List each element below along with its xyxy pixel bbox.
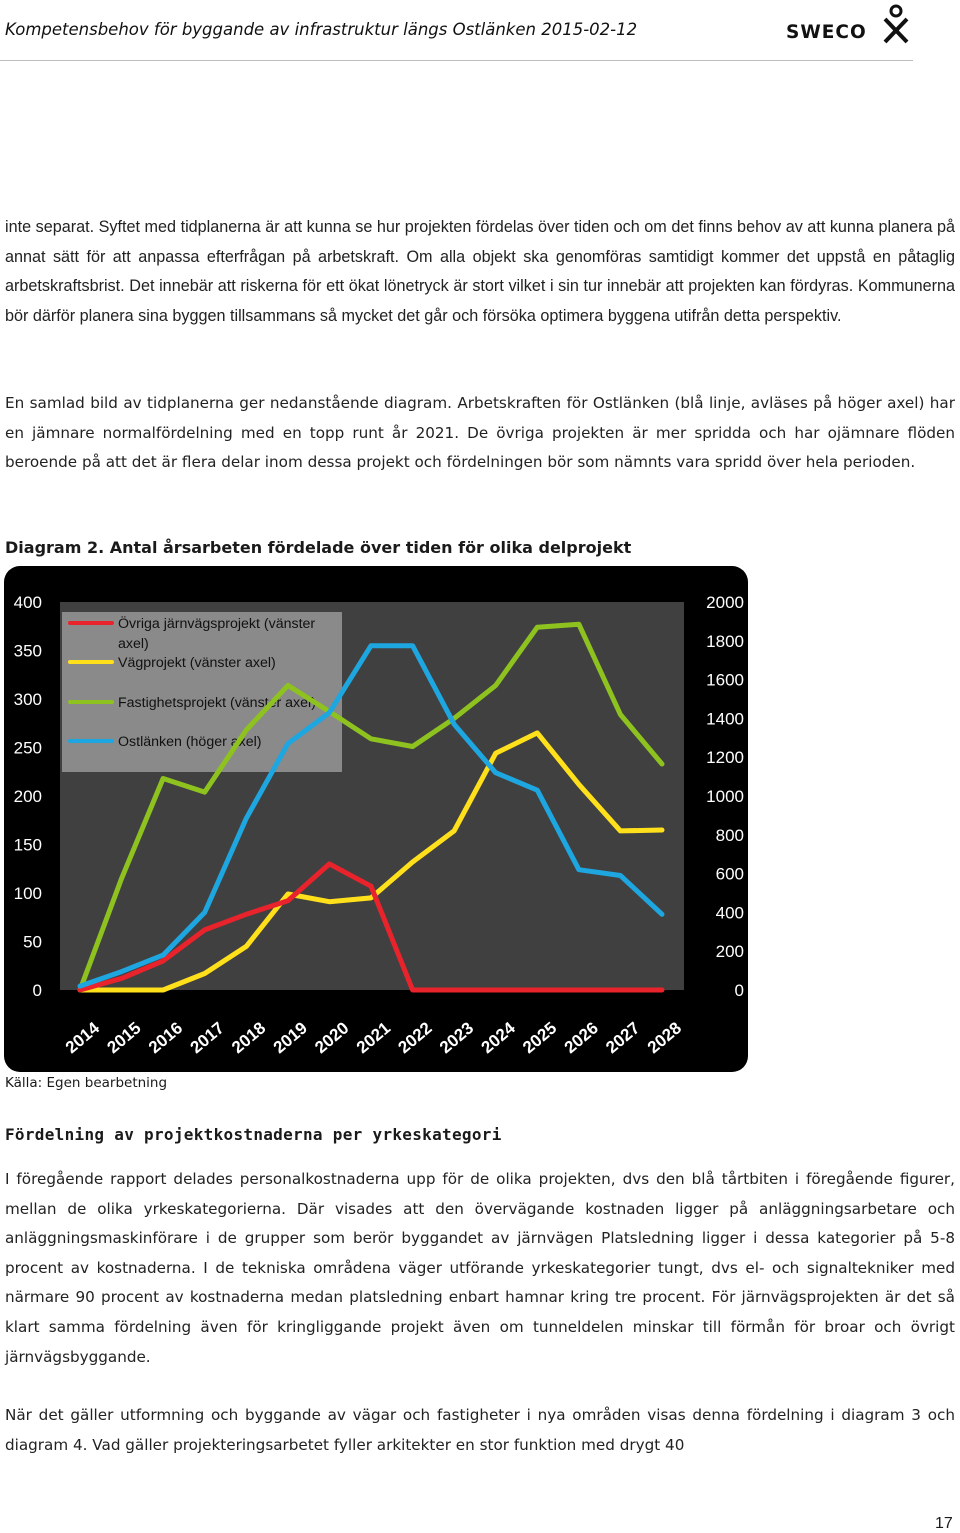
data-point [328,862,331,865]
x-tick-label: 2017 [186,1018,228,1058]
x-tick-label: 2019 [269,1018,311,1058]
data-point [245,729,248,732]
x-tick-label: 2023 [436,1018,478,1058]
data-point [411,860,414,863]
y-left-tick-label: 0 [32,981,42,1000]
data-point [286,684,289,687]
data-point [619,713,622,716]
data-point [203,928,206,931]
y-right-tick-label: 400 [715,903,744,923]
data-point [120,970,123,973]
data-point [370,896,373,899]
data-point [577,868,580,871]
data-point [245,913,248,916]
data-point [162,954,165,957]
y-left-tick-label: 50 [23,932,42,952]
header-divider [0,60,913,61]
body-paragraph-2: En samlad bild av tidplanerna ger nedanstående diagram. Arbetskraften för Ostlänken (blå linje, avläses på höger axel) har en jämnare normalfördelning med en topp runt år 2021. De övriga projekten är mer spridda och har ojämnare flöden beroende på att det är flera delar inom dessa projekt och fördelningen bör som nämnts vara spridd över hela perioden. [5,394,955,472]
sweco-logo [786,4,916,50]
data-point [536,989,539,992]
data-point [162,959,165,962]
x-tick-label: 2020 [311,1018,353,1058]
logo-text: SWECO [786,22,867,43]
x-tick-label: 2015 [103,1018,145,1058]
y-right-tick-label: 0 [734,981,744,1000]
data-point [79,985,82,988]
data-point [453,989,456,992]
data-point [286,892,289,895]
data-point [536,789,539,792]
figure-caption: Diagram 2. Antal årsarbeten fördelade över tiden för olika delprojekt [5,538,632,557]
y-left-tick-label: 350 [13,641,42,661]
data-point [79,989,82,992]
x-tick-label: 2018 [228,1018,270,1058]
y-right-tick-label: 2000 [706,593,744,612]
data-point [536,626,539,629]
sweco-logo-mark-icon [876,4,916,50]
body-paragraph-1: inte separat. Syftet med tidplanerna är att kunna se hur projekten fördelas över tiden och om det finns behov av att kunna planera på annat sätt för att anpassa efterfrågan på arbetskraft. Om alla objekt ska genomföras samtidigt kommer det uppstå en påtaglig arbetskraftsbrist. Det innebär att riskerna för ett ökat lönetryck är stort vilket i sin tur innebär att projekten kan fördyras. Kommunerna bör därför planera sina byggen tillsammans så mycket det går och försöka optimera byggena utifrån detta perspektiv. [5,218,955,325]
data-point [661,762,664,765]
data-point [453,829,456,832]
data-point [494,989,497,992]
data-point [577,623,580,626]
data-point [619,874,622,877]
body-paragraph-3: I föregående rapport delades personalkostnaderna upp för de olika projekten, dvs den blå tårtbiten i föregående figurer, mellan de olika yrkeskategorierna. Där visades att den övervägande kostnaden ligger på anläggningsarbetare och anläggningsmaskinförare i de grupper som berör byggandet av järnvägen Platsledning ligger i dessa kategorier på 5-8 procent av kostnaderna. I de tekniska områdena väger utförande yrkeskategorier tungt, dvs el- och signaltekniker med närmare 90 procent av kostnaderna medan platsledning enbart hamnar kring tre procent. För järnvägsprojekten är det så klart samma fördelning även för kringliggande projekt även om tunneldelen minskar till förmån för broar och övrigt järnvägsbyggande. [5,1170,955,1366]
data-point [162,989,165,992]
figure-source: Källa: Egen bearbetning [5,1075,168,1091]
data-point [661,989,664,992]
data-point [203,911,206,914]
y-left-tick-label: 200 [13,787,42,806]
y-right-tick-label: 1800 [706,631,744,651]
data-point [494,752,497,755]
data-point [120,989,123,992]
line-chart [4,566,748,1072]
y-right-tick-label: 200 [715,942,744,962]
data-point [619,829,622,832]
y-left-tick-label: 150 [13,835,42,855]
data-point [536,731,539,734]
header-title: Kompetensbehov för byggande av infrastruktur längs Ostlänken 2015-02-12 [5,20,638,39]
x-tick-label: 2025 [519,1018,561,1058]
data-point [661,913,664,916]
data-point [162,777,165,780]
y-right-tick-label: 1000 [706,787,744,806]
data-point [286,899,289,902]
data-point [203,972,206,975]
data-point [370,644,373,647]
x-tick-label: 2014 [61,1018,104,1058]
data-point [494,771,497,774]
legend-label: Fastighetsprojekt (vänster axel) [118,695,316,711]
data-point [411,745,414,748]
page-number: 17 [935,1515,953,1532]
x-tick-label: 2026 [560,1018,602,1058]
section-heading: Fördelning av projektkostnaderna per yrkeskategori [5,1125,502,1144]
data-point [411,644,414,647]
data-point [619,989,622,992]
data-point [245,945,248,948]
data-point [370,737,373,740]
data-point [494,684,497,687]
x-tick-label: 2021 [352,1018,395,1058]
y-left-tick-label: 100 [13,884,42,903]
y-right-tick-label: 600 [715,864,744,884]
data-point [286,742,289,745]
x-tick-label: 2028 [643,1018,686,1058]
x-tick-label: 2024 [477,1018,519,1058]
data-point [120,977,123,980]
data-point [245,817,248,820]
data-point [203,791,206,794]
data-point [328,711,331,714]
legend-label: Övriga järnvägsprojekt (vänster axel) [118,616,316,652]
data-point [120,877,123,880]
y-left-tick-label: 400 [13,593,42,612]
body-paragraph-4: När det gäller utformning och byggande av vägar och fastigheter i nya områden visas denna fördelning i diagram 3 och diagram 4. Vad gäller projekteringsarbetet fyller arkitekter en stor funktion med drygt 40 [5,1406,955,1454]
legend-label: Vägprojekt (vänster axel) [118,655,276,671]
y-left-tick-label: 250 [13,738,42,758]
y-right-tick-label: 1200 [706,748,744,768]
data-point [661,828,664,831]
data-point [577,783,580,786]
y-right-tick-label: 800 [715,825,744,845]
data-point [411,989,414,992]
y-left-tick-label: 300 [13,690,42,709]
data-point [577,989,580,992]
legend-label: Ostlänken (höger axel) [118,734,262,750]
data-point [328,900,331,903]
data-point [453,723,456,726]
y-right-tick-label: 1600 [706,670,744,690]
x-tick-label: 2016 [145,1018,187,1058]
x-tick-label: 2022 [394,1018,436,1058]
y-right-tick-label: 1400 [706,709,744,729]
data-point [370,885,373,888]
x-tick-label: 2027 [602,1018,644,1058]
